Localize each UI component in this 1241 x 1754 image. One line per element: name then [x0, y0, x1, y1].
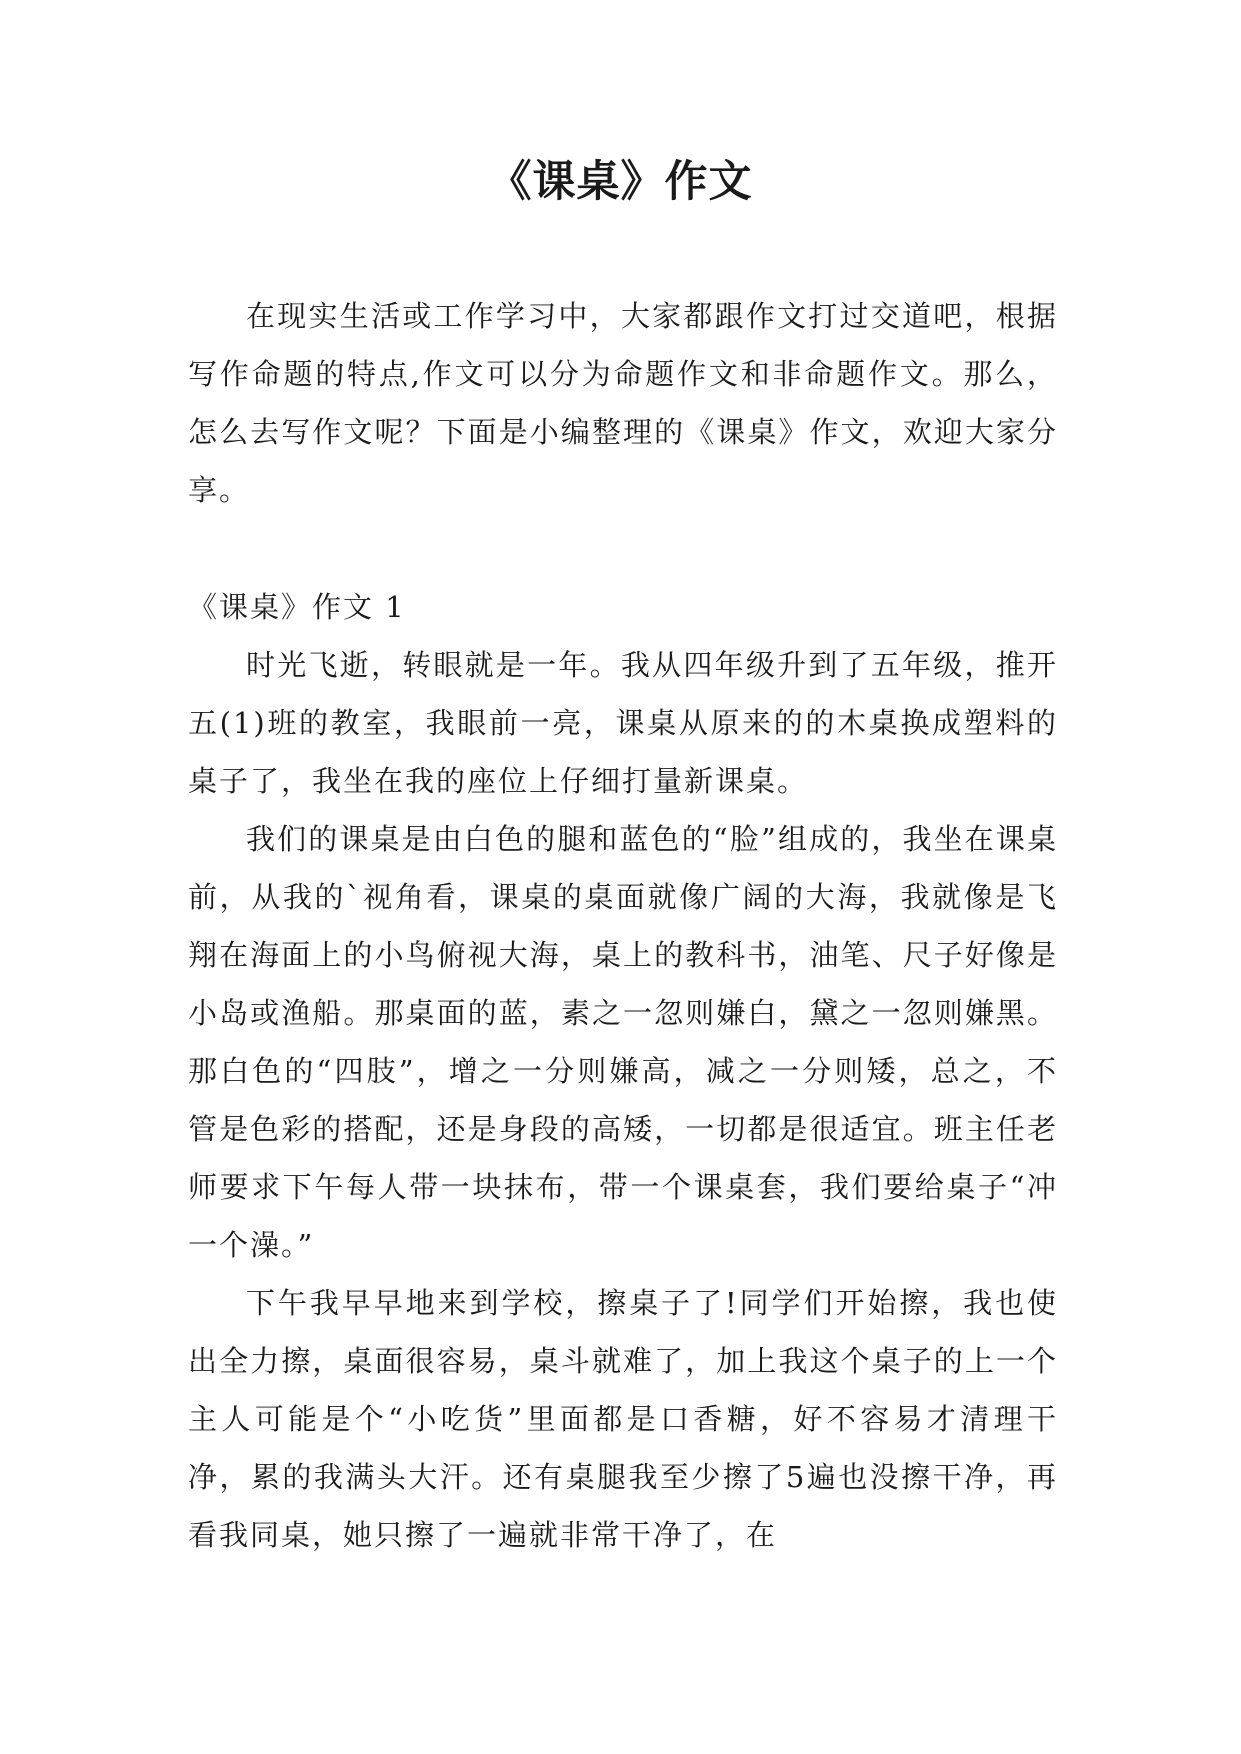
- essay-paragraph-2: 我们的课桌是由白色的腿和蓝色的“脸”组成的，我坐在课桌前，从我的`视角看，课桌的桌面就像广阔的大海，我就像是飞翔在海面上的小鸟俯视大海，桌上的教科书，油笔、尺子好像是小岛或渔船。那桌面的蓝，素之一忽则嫌白，黛之一忽则嫌黑。那白色的“四肢”，增之一分则嫌高，减之一分则矮，总之，不管是色彩的搭配，还是身段的高矮，一切都是很适宜。班主任老师要求下午每人带一块抹布，带一个课桌套，我们要给桌子“冲一个澡。”: [188, 822, 1058, 1262]
- intro-block: [188, 287, 1058, 519]
- document-title: 《课桌》作文: [488, 157, 753, 207]
- intro-paragraph: 在现实生活或工作学习中，大家都跟作文打过交道吧，根据写作命题的特点,作文可以分为命题作文和非命题作文。那么，怎么去写作文呢？下面是小编整理的《课桌》作文，欢迎大家分享。: [188, 299, 1058, 507]
- essay-paragraph-1: 时光飞逝，转眼就是一年。我从四年级升到了五年级，推开五(1)班的教室，我眼前一亮，课桌从原来的的木桌换成塑料的桌子了，我坐在我的座位上仔细打量新课桌。: [188, 648, 1058, 798]
- section-heading: 《课桌》作文 1: [188, 590, 406, 624]
- essay-paragraph-3: 下午我早早地来到学校，擦桌子了!同学们开始擦，我也使出全力擦，桌面很容易，桌斗就难了，加上我这个桌子的上一个主人可能是个“小吃货”里面都是口香糖，好不容易才清理干净，累的我满头大汗。还有桌腿我至少擦了5遍也没擦干净，再看我同桌，她只擦了一遍就非常干净了，在: [188, 1286, 1058, 1552]
- essay-section: [188, 578, 1058, 1564]
